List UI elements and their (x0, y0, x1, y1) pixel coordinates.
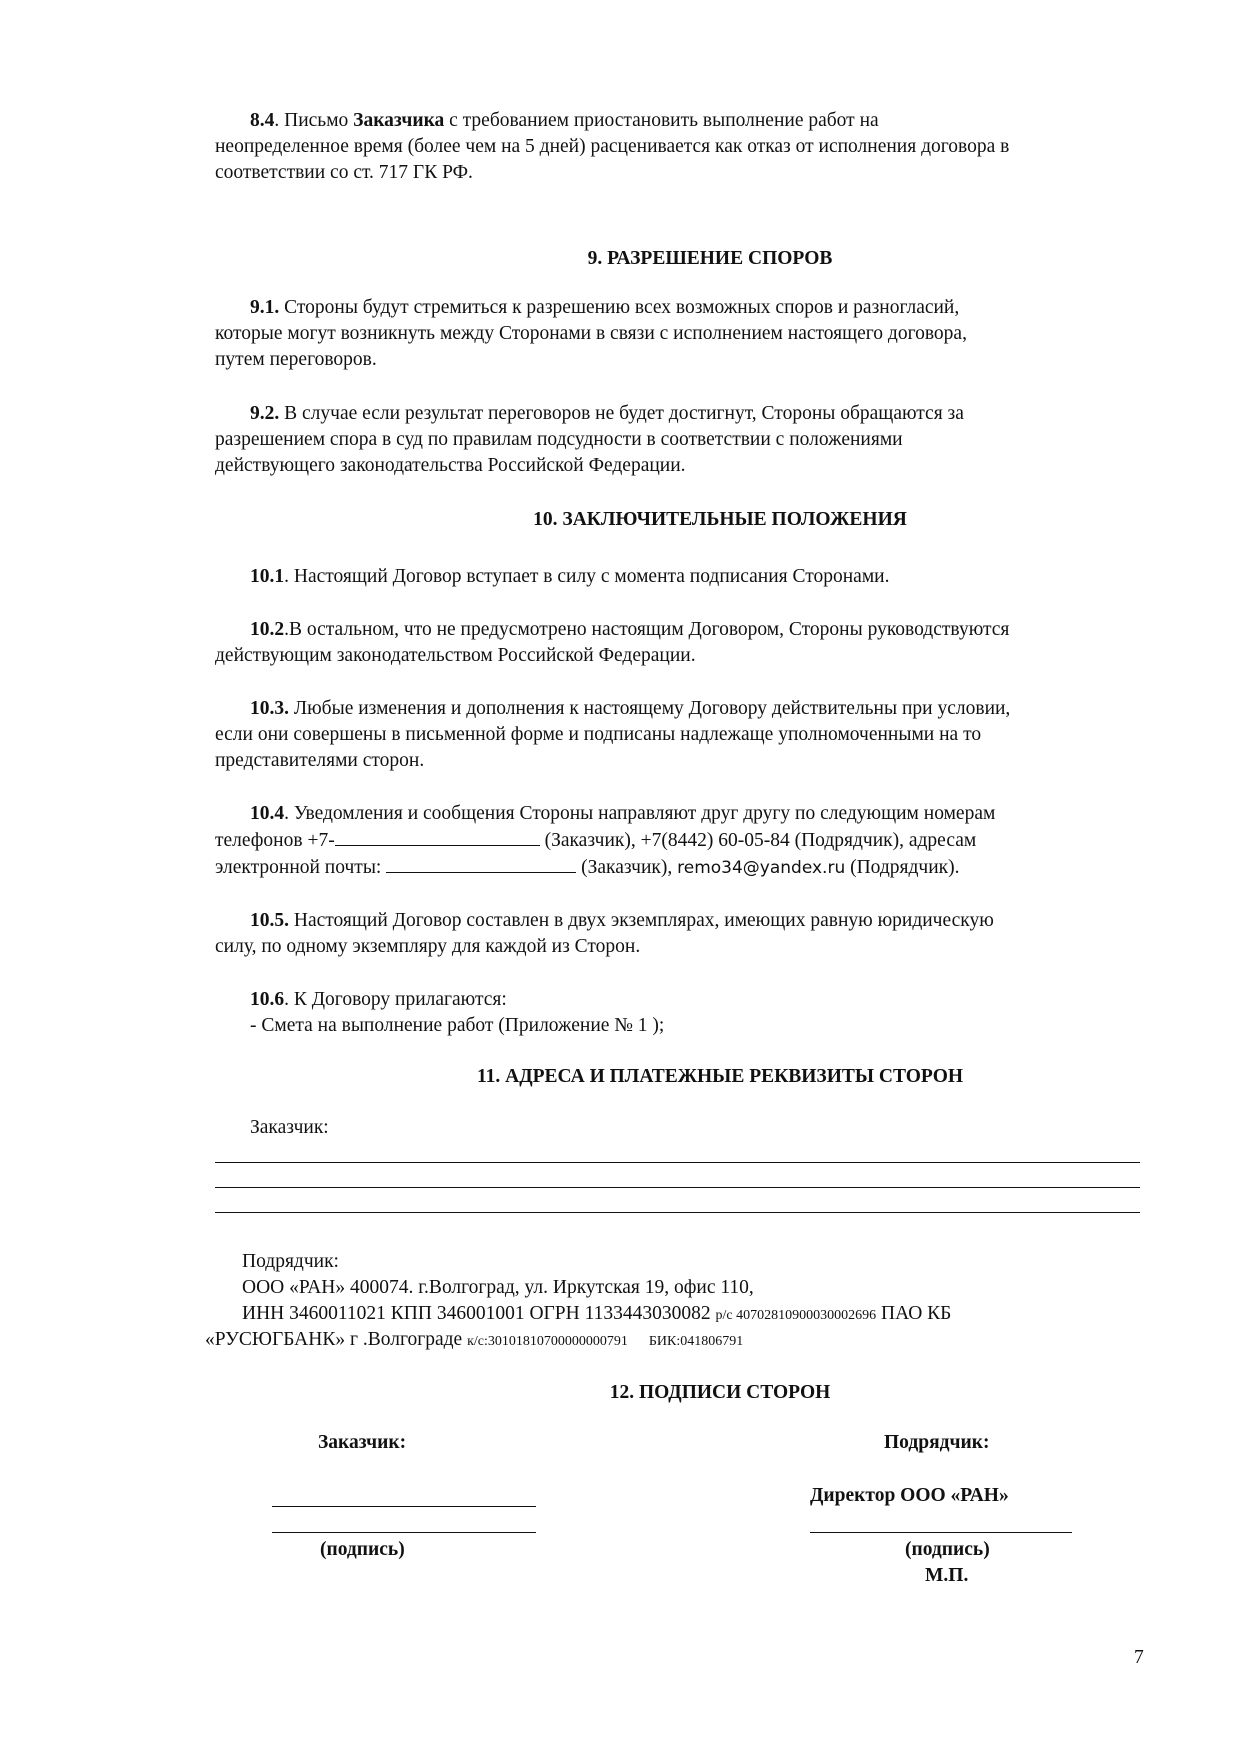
clause-9-2: 9.2. В случае если результат переговоров не будет достигнут, Стороны обращаются за разрешением спора в суд по правилам подсудности в соответствии с положениями действующего законодательства Российской Федерации. (215, 403, 964, 476)
contractor-email: remo34@yandex.ru (677, 858, 846, 878)
section-10-heading: 10. ЗАКЛЮЧИТЕЛЬНЫЕ ПОЛОЖЕНИЯ (533, 509, 907, 530)
clause-10-6: 10.6. К Договору прилагаются: - Смета на выполнение работ (Приложение № 1 ); (215, 987, 1155, 1039)
customer-signature-line-2 (272, 1532, 536, 1533)
customer-signature-line-1 (272, 1506, 536, 1507)
section-12-heading: 12. ПОДПИСИ СТОРОН (609, 1382, 831, 1403)
contractor-address: ООО «РАН» 400074. г.Волгоград, ул. Иркутская 19, офис 110, (242, 1277, 754, 1298)
clause-9-1: 9.1. Стороны будут стремиться к разрешению всех возможных споров и разногласий, которые могут возникнуть между Сторонами в связи с исполнением настоящего договора, путем переговоров. (215, 297, 967, 370)
clause-number: 8.4 (250, 110, 275, 131)
contractor-signature-caption: (подпись) (905, 1539, 990, 1560)
signature-contractor-label: Подрядчик: (884, 1432, 990, 1453)
clause-10-4: 10.4. Уведомления и сообщения Стороны направляют друг другу по следующим номерам телефонов +7- (Заказчик), +7(8442) 60-05-84 (Подрядчик), адресам электронной почты: (Заказчик), remo34@yandex.ru (Подрядчик). (215, 803, 996, 878)
customer-details-line-1 (215, 1162, 1140, 1163)
customer-details-line-2 (215, 1187, 1140, 1188)
customer-email-blank (386, 854, 576, 873)
section-9-heading: 9. РАЗРЕШЕНИЕ СПОРОВ (587, 248, 833, 269)
contractor-details-label: Подрядчик: (242, 1251, 339, 1272)
signature-customer-label: Заказчик: (318, 1432, 407, 1453)
clause-10-1: 10.1. Настоящий Договор вступает в силу с момента подписания Сторонами. (250, 566, 890, 587)
customer-signature-caption: (подпись) (320, 1539, 405, 1560)
contractor-bank: «РУСЮГБАНК» г .Волгограде к/с:30101810700000000791 БИК:041806791 (205, 1329, 744, 1350)
customer-details-line-3 (215, 1212, 1140, 1213)
clause-10-5: 10.5. Настоящий Договор составлен в двух экземплярах, имеющих равную юридическую силу, по одному экземпляру для каждой из Сторон. (215, 910, 994, 957)
contractor-tax-ids: ИНН 3460011021 КПП 346001001 ОГРН 1133443030082 р/с 40702810900030002696 ПАО КБ (242, 1303, 952, 1324)
stamp-placeholder: М.П. (925, 1565, 969, 1586)
page-number: 7 (1134, 1647, 1144, 1668)
customer-phone-blank (335, 827, 540, 846)
contractor-director-title: Директор ООО «РАН» (810, 1485, 1009, 1506)
customer-details-label: Заказчик: (250, 1117, 329, 1138)
attachment-item: - Смета на выполнение работ (Приложение № 1 ); (250, 1015, 665, 1036)
clause-10-2: 10.2.В остальном, что не предусмотрено настоящим Договором, Стороны руководствуются действующим законодательством Российской Федерации. (215, 619, 1010, 666)
clause-8-4: 8.4. Письмо Заказчика с требованием приостановить выполнение работ на неопределенное время (более чем на 5 дней) расценивается как отказ от исполнения договора в соответствии со ст. 717 ГК РФ. (215, 110, 1010, 183)
section-11-heading: 11. АДРЕСА И ПЛАТЕЖНЫЕ РЕКВИЗИТЫ СТОРОН (476, 1066, 964, 1087)
contractor-signature-line (810, 1532, 1072, 1533)
clause-10-3: 10.3. Любые изменения и дополнения к настоящему Договору действительны при условии, если они совершены в письменной форме и подписаны надлежаще уполномоченными на то представителями сторон. (215, 698, 1011, 771)
